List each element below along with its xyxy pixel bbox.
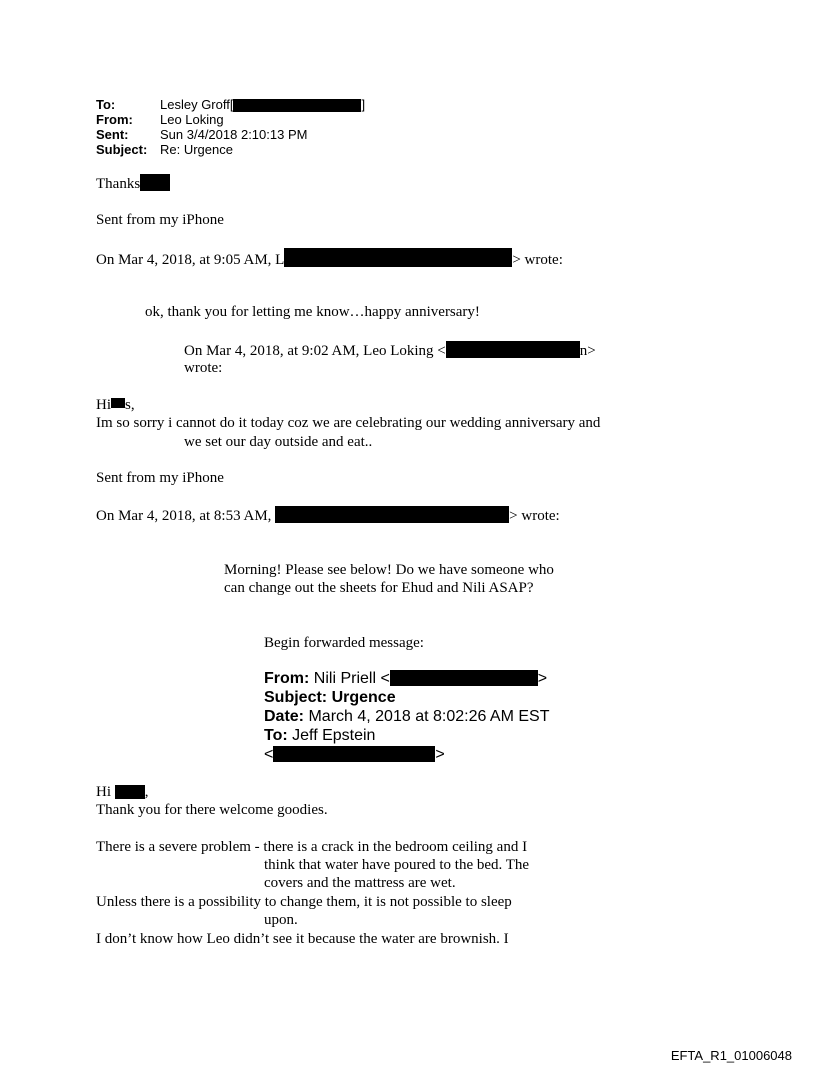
forwarded-to-address	[264, 746, 445, 764]
document-id: EFTA_R1_01006048	[670, 1048, 792, 1063]
nili-p3-line1: Unless there is a possibility to change them, it is not possible to sleep	[96, 894, 512, 910]
header-to-close: ]	[361, 97, 366, 112]
forwarded-to-end: >	[435, 746, 445, 763]
morning-line2: can change out the sheets for Ehud and Nili ASAP?	[224, 580, 534, 596]
forwarded-subject-label: Subject: Urgence	[264, 689, 396, 706]
redaction-bar	[115, 785, 145, 799]
forwarded-to-label: To:	[264, 727, 288, 744]
reply-quote-intro-text: On Mar 4, 2018, at 9:05 AM, L	[96, 252, 285, 268]
redaction-bar	[390, 670, 538, 686]
leo-greeting-text: Hi	[96, 397, 111, 413]
redaction-bar	[446, 341, 580, 358]
reply-thanks	[96, 174, 170, 194]
forwarded-from	[264, 670, 547, 688]
morning-line1: Morning! Please see below! Do we have someone who	[224, 562, 554, 578]
leo-greeting	[96, 396, 135, 415]
leo-quote-intro-text: On Mar 4, 2018, at 8:53 AM,	[96, 508, 272, 524]
redaction-bar	[275, 506, 509, 523]
redaction-bar	[233, 99, 361, 112]
forwarded-from-end: >	[537, 670, 548, 687]
nili-p2-line2: think that water have poured to the bed. The	[264, 857, 530, 873]
leo-line1: Im so sorry i cannot do it today coz we are celebrating our wedding anniversary and	[96, 415, 601, 431]
reply-quote-intro	[96, 248, 563, 270]
lesley-quote-wrote: wrote:	[184, 360, 223, 376]
header-to-label: To:	[96, 97, 116, 112]
lesley-reply-text: ok, thank you for letting me know…happy anniversary!	[145, 304, 480, 320]
leo-greeting-end: s,	[125, 397, 135, 413]
forwarded-from-label: From:	[264, 670, 310, 687]
nili-greeting-text: Hi	[96, 784, 111, 800]
reply-sent-from: Sent from my iPhone	[96, 212, 224, 228]
leo-line2: we set our day outside and eat..	[184, 434, 373, 450]
redaction-bar	[111, 398, 125, 408]
header-from-value: Leo Loking	[160, 112, 224, 127]
leo-quote-intro-end: > wrote:	[509, 508, 560, 524]
redaction-bar	[140, 174, 170, 191]
lesley-quote-intro-end: n>	[579, 343, 596, 359]
forwarded-from-value: Nili Priell <	[313, 670, 390, 687]
nili-greeting	[96, 783, 149, 802]
header-from-label: From:	[96, 112, 133, 127]
nili-greeting-end: ,	[144, 784, 149, 800]
leo-sent-from: Sent from my iPhone	[96, 470, 224, 486]
forwarded-to	[264, 727, 375, 745]
nili-p2-line1: There is a severe problem - there is a crack in the bedroom ceiling and I	[96, 839, 528, 855]
nili-line1: Thank you for there welcome goodies.	[96, 802, 328, 818]
header-sent-value: Sun 3/4/2018 2:10:13 PM	[160, 127, 308, 142]
reply-thanks-text: Thanks	[96, 176, 141, 192]
header-to-value: Lesley Groff[	[160, 97, 234, 112]
leo-quote-intro	[96, 506, 560, 526]
redaction-bar	[273, 746, 435, 762]
forwarded-to-value: Jeff Epstein	[292, 727, 376, 744]
header-subject-label: Subject:	[96, 142, 148, 157]
nili-p2-line3: covers and the mattress are wet.	[264, 875, 456, 891]
lesley-quote-intro-text: On Mar 4, 2018, at 9:02 AM, Leo Loking <	[184, 343, 446, 359]
header-subject	[96, 142, 233, 157]
reply-quote-intro-end: > wrote:	[512, 252, 563, 268]
forwarded-date-value: March 4, 2018 at 8:02:26 AM EST	[308, 708, 550, 725]
header-subject-value: Re: Urgence	[160, 142, 233, 157]
lesley-quote-intro	[184, 341, 596, 361]
forwarded-subject	[264, 689, 396, 707]
redaction-bar	[284, 248, 512, 267]
forwarded-date-label: Date:	[264, 708, 305, 725]
header-sent	[96, 127, 307, 142]
header-to	[96, 97, 365, 112]
nili-p4-line1: I don’t know how Leo didn’t see it because the water are brownish. I	[96, 931, 509, 947]
nili-p3-line2: upon.	[264, 912, 298, 928]
header-sent-label: Sent:	[96, 127, 129, 142]
header-from	[96, 112, 224, 127]
forwarded-to-open: <	[264, 746, 274, 763]
forwarded-intro: Begin forwarded message:	[264, 635, 424, 651]
forwarded-date	[264, 708, 550, 726]
